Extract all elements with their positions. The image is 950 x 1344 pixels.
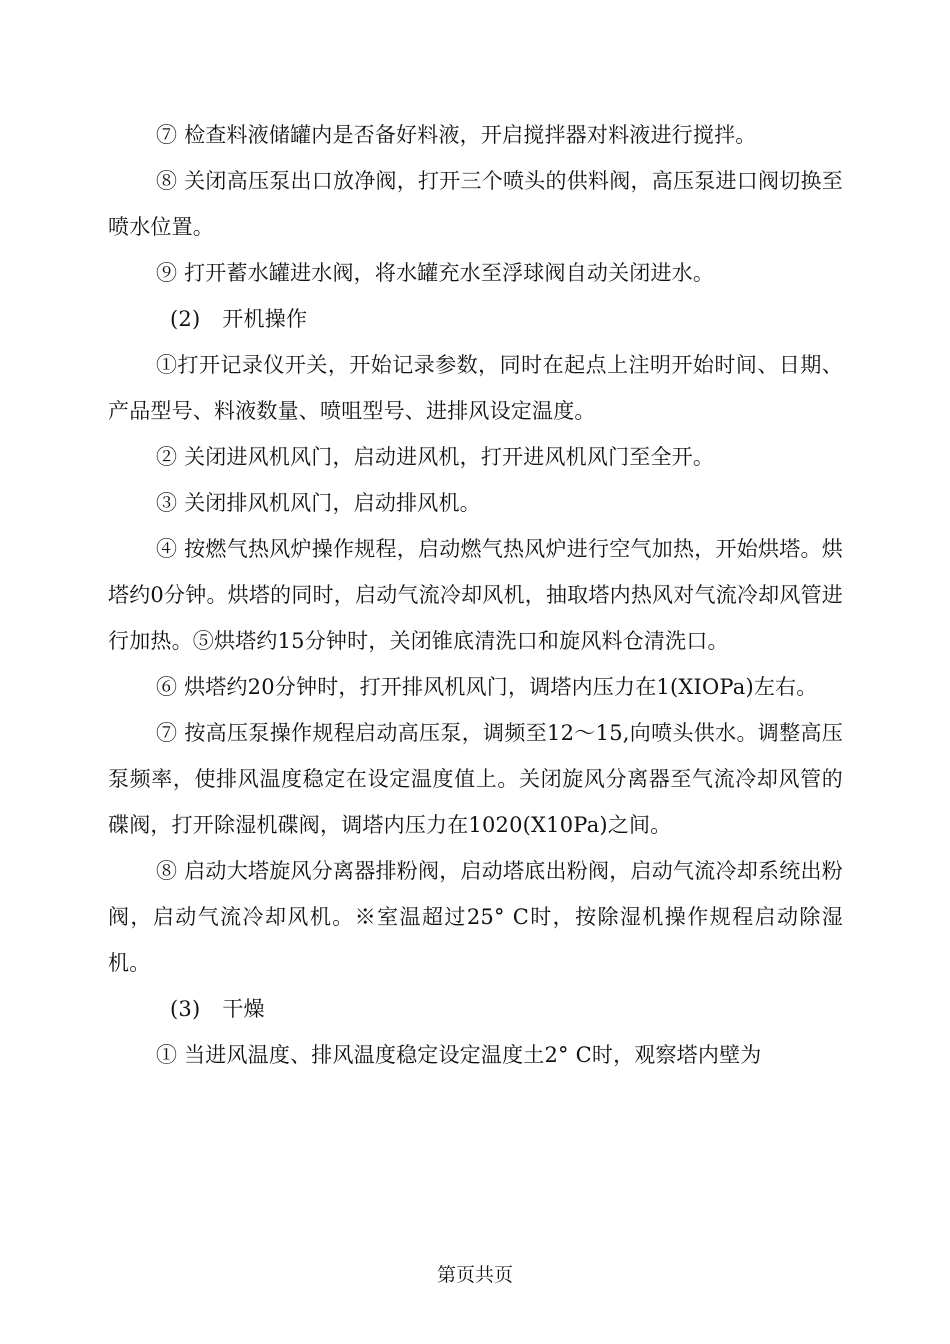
section-number: (3) (170, 997, 201, 1021)
paragraph-step-2-intake-fan: ② 关闭进风机风门，启动进风机，打开进风机风门至全开。 (156, 445, 715, 469)
paragraph-step-4-heater: ④ 按燃气热风炉操作规程，启动燃气热风炉进行空气加热，开始烘塔。烘塔约0分钟。烘塔的同时，启动气流冷却风机，抽取塔内热风对气流冷却风管进行加热。⑤烘塔约15分钟时，关闭锥底清洗口和旋风料仓清洗口。 (108, 537, 843, 653)
paragraph-step-7-check-tank: ⑦ 检查料液储罐内是否备好料液，开启搅拌器对料液进行搅拌。 (156, 123, 757, 147)
paragraph-step-6-tower-pressure: ⑥ 烘塔约20分钟时，打开排风机风门，调塔内压力在1(XIOPa)左右。 (156, 675, 818, 699)
section-number: (2) (170, 307, 201, 331)
section-title: 开机操作 (222, 307, 308, 331)
document-body (108, 112, 843, 1078)
paragraph-step-3-exhaust-fan: ③ 关闭排风机风门，启动排风机。 (156, 491, 481, 515)
section-title: 干燥 (222, 997, 265, 1021)
section-heading-drying (108, 986, 843, 1032)
paragraph-step-9-water-tank: ⑨ 打开蓄水罐进水阀，将水罐充水至浮球阀自动关闭进水。 (156, 261, 715, 285)
paragraph-step-1-recorder: ①打开记录仪开关，开始记录参数，同时在起点上注明开始时间、日期、产品型号、料液数量、喷咀型号、进排风设定温度。 (108, 353, 843, 423)
page-footer: 第页共页 (436, 1264, 513, 1286)
paragraph-step-8-powder-valves: ⑧ 启动大塔旋风分离器排粉阀，启动塔底出粉阀，启动气流冷却系统出粉阀，启动气流冷却风机。※室温超过25° C时，按除湿机操作规程启动除湿机。 (108, 859, 843, 975)
paragraph-step-1-temperature: ① 当进风温度、排风温度稳定设定温度土2° C时，观察塔内壁为 (156, 1043, 762, 1067)
section-heading-startup (108, 296, 843, 342)
paragraph-step-7-high-pressure-pump: ⑦ 按高压泵操作规程启动高压泵，调频至12〜15,向喷头供水。调整高压泵频率，使排风温度稳定在设定温度值上。关闭旋风分离器至气流冷却风管的碟阀，打开除湿机碟阀，调塔内压力在1020(X10Pa)之间。 (108, 721, 843, 837)
paragraph-step-8-close-valve: ⑧ 关闭高压泵出口放净阀，打开三个喷头的供料阀，高压泵进口阀切换至喷水位置。 (108, 169, 843, 239)
